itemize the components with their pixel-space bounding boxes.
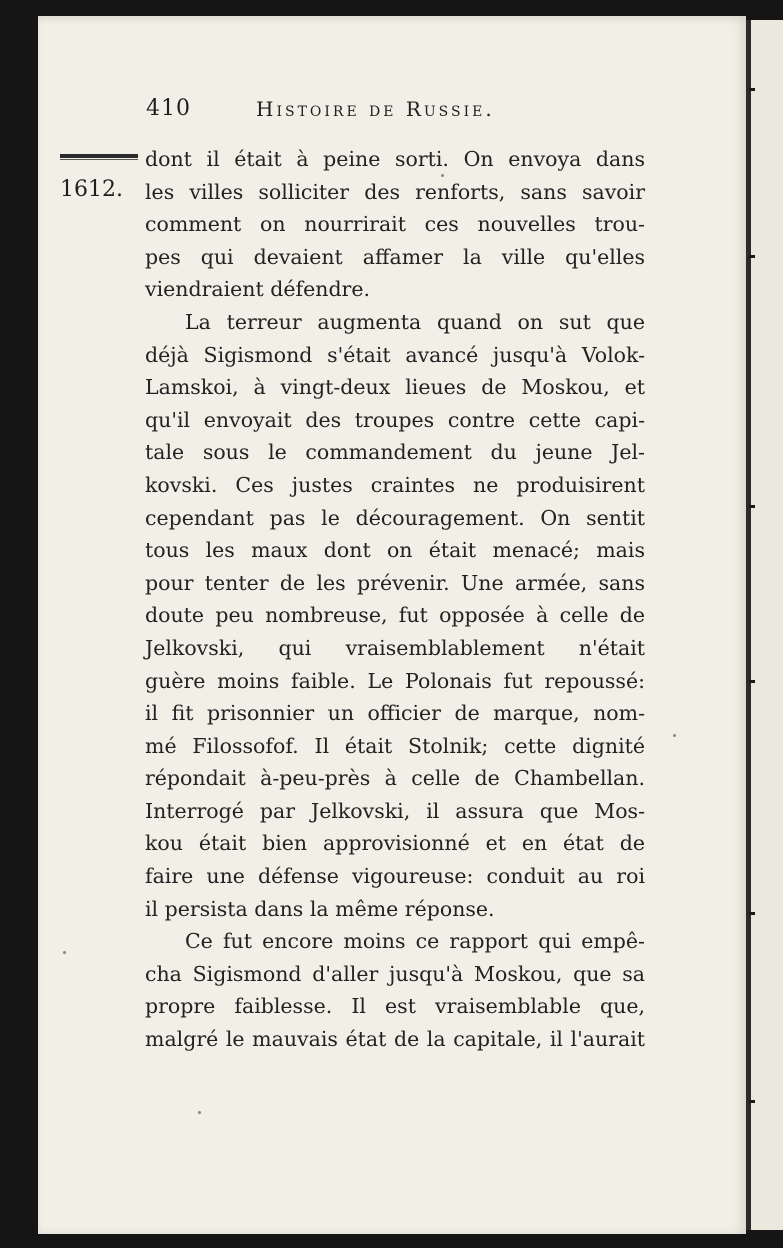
margin-year: 1612.: [60, 177, 123, 202]
text-line: comment on nourrirait ces nouvelles trou-: [145, 212, 645, 237]
page-number: 410: [146, 96, 191, 121]
running-title: Histoire de Russie.: [256, 97, 495, 121]
text-line: cependant pas le découragement. On sentit: [145, 505, 645, 530]
binding-thread-mark: [749, 505, 755, 508]
paper-speck: [63, 951, 66, 954]
text-line: il fit prisonnier un officier de marque, nom-: [145, 701, 645, 726]
text-line: faire une défense vigoureuse: conduit au roi: [145, 864, 645, 889]
text-line: doute peu nombreuse, fut opposée à celle de: [145, 603, 645, 628]
text-line: pes qui devaient affamer la ville qu'elles: [145, 244, 645, 269]
text-line: propre faiblesse. Il est vraisemblable que,: [145, 994, 645, 1019]
text-line: répondait à-peu-près à celle de Chambellan.: [145, 766, 645, 791]
margin-rule: [60, 154, 138, 158]
text-line: Jelkovski, qui vraisemblablement n'était: [145, 635, 645, 660]
text-line: Interrogé par Jelkovski, il assura que Mos-: [145, 798, 645, 823]
text-line: tale sous le commandement du jeune Jel-: [145, 440, 645, 465]
binding-thread-mark: [749, 680, 755, 683]
text-line: guère moins faible. Le Polonais fut repoussé:: [145, 668, 645, 693]
text-line: tous les maux dont on était menacé; mais: [145, 538, 645, 563]
binding-thread-mark: [749, 88, 755, 91]
text-line: déjà Sigismond s'était avancé jusqu'à Volok-: [145, 342, 645, 367]
body-text: [145, 143, 645, 1056]
text-line: viendraient défendre.: [145, 277, 371, 302]
text-line: kovski. Ces justes craintes ne produisirent: [145, 472, 645, 497]
paper-speck: [673, 734, 676, 737]
text-line: La terreur augmenta quand on sut que: [185, 309, 645, 334]
text-line: qu'il envoyait des troupes contre cette capi-: [145, 407, 645, 432]
page-header: [146, 96, 536, 130]
text-line: mé Filossofof. Il était Stolnik; cette dignité: [145, 733, 645, 758]
binding-thread-mark: [749, 1100, 755, 1103]
text-line: pour tenter de les prévenir. Une armée, sans: [145, 570, 645, 595]
text-line: les villes solliciter des renforts, sans savoir: [145, 179, 645, 204]
text-line: Lamskoi, à vingt-deux lieues de Moskou, et: [145, 375, 645, 400]
text-line: malgré le mauvais état de la capitale, il l'aurait: [145, 1027, 645, 1052]
facing-page-edge: [749, 20, 783, 1230]
text-line: il persista dans la même réponse.: [145, 896, 495, 921]
margin-rule-thin: [60, 159, 138, 160]
text-line: Ce fut encore moins ce rapport qui empê-: [185, 929, 645, 954]
binding-thread-mark: [749, 912, 755, 915]
binding-thread-mark: [749, 255, 755, 258]
text-line: dont il était à peine sorti. On envoya dans: [145, 147, 645, 171]
paper-speck: [198, 1111, 201, 1114]
text-line: kou était bien approvisionné et en état de: [145, 831, 645, 856]
text-line: cha Sigismond d'aller jusqu'à Moskou, que sa: [145, 961, 645, 986]
